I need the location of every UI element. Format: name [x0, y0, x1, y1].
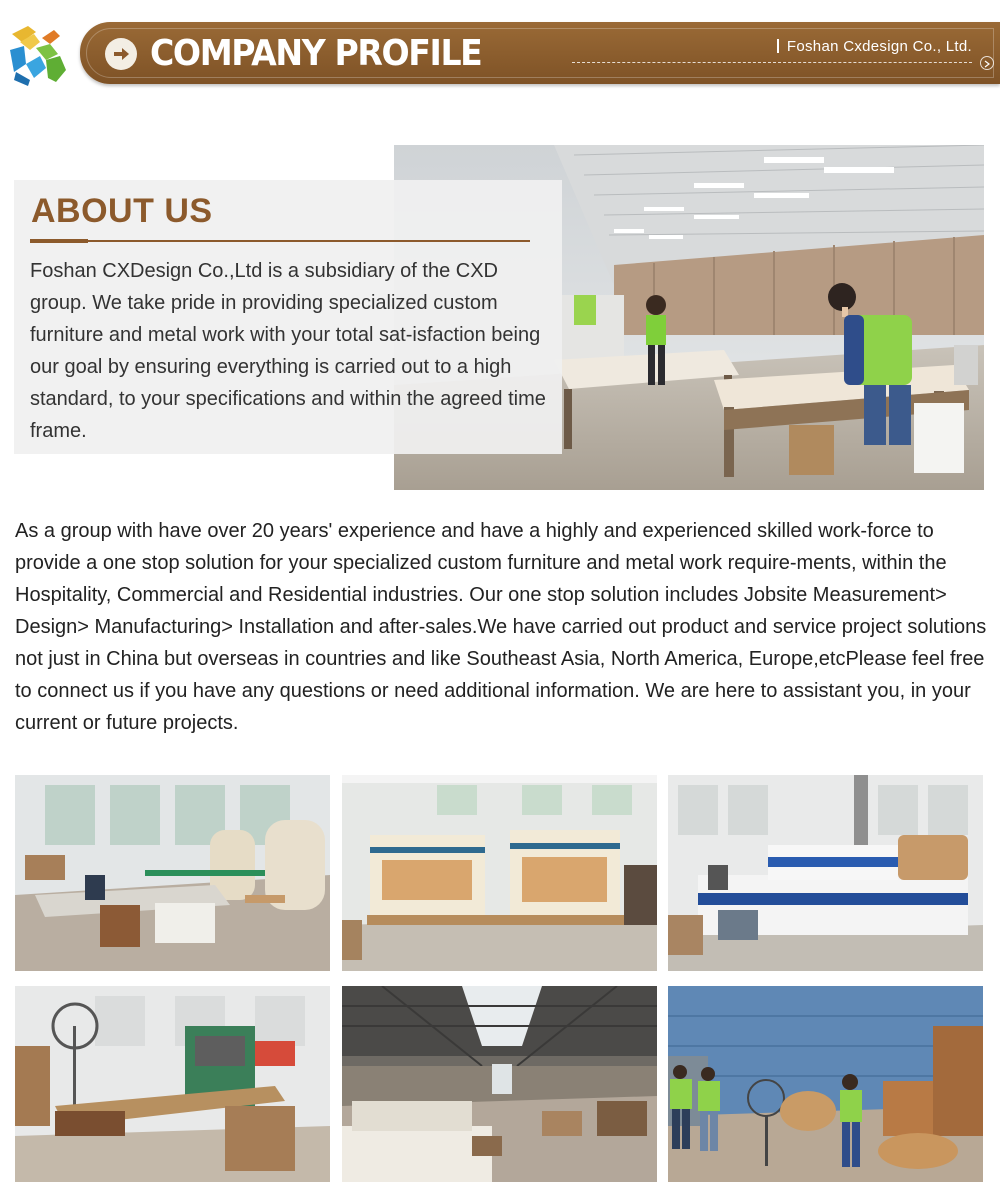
- edge-bander-photo: [668, 775, 983, 971]
- press-machines-photo: [342, 775, 657, 971]
- about-us-heading: ABOUT US: [31, 192, 213, 230]
- divider-bar: [777, 39, 779, 53]
- company-name-text: Foshan Cxdesign Co., Ltd.: [786, 38, 972, 55]
- chevron-right-icon: [980, 56, 994, 70]
- company-name: [777, 38, 972, 55]
- warehouse-photo: [342, 986, 657, 1182]
- team-photo: [668, 986, 983, 1182]
- company-description: As a group with have over 20 years' experience and have a highly and experienced skilled work-force to provide a one stop solution for your specialized custom furniture and metal work require-ments, within the Hospitality, Commercial and Residential industries. Our one stop solution includes Jobsite Measurement> Design> Manufacturing> Installation and after-sales.We have carried out product and service project solutions not just in China but overseas in countries and like Southeast Asia, North America, Europe,etcPlease feel free to connect us if you have any questions or need additional information. We are here to assistant you, in your current or future projects.: [15, 520, 987, 734]
- heading-underline: [30, 240, 530, 242]
- cxd-logo-icon: [6, 20, 72, 90]
- about-us-card: [14, 180, 562, 454]
- dashed-rule: [572, 62, 972, 63]
- about-us-text: Foshan CXDesign Co.,Ltd is a subsidiary of the CXD group. We take pride in providing specialized custom furniture and metal work with your total sat-isfaction being our goal by ensuring everything is carried out to a high standard, to your specifications and within the agreed time frame.: [30, 260, 546, 442]
- page-title: COMPANY PROFILE: [150, 33, 482, 74]
- tenoner-machine-photo: [15, 986, 330, 1182]
- arrow-right-icon: [105, 38, 137, 70]
- header-banner: [80, 22, 1000, 84]
- workshop-saw-photo: [15, 775, 330, 971]
